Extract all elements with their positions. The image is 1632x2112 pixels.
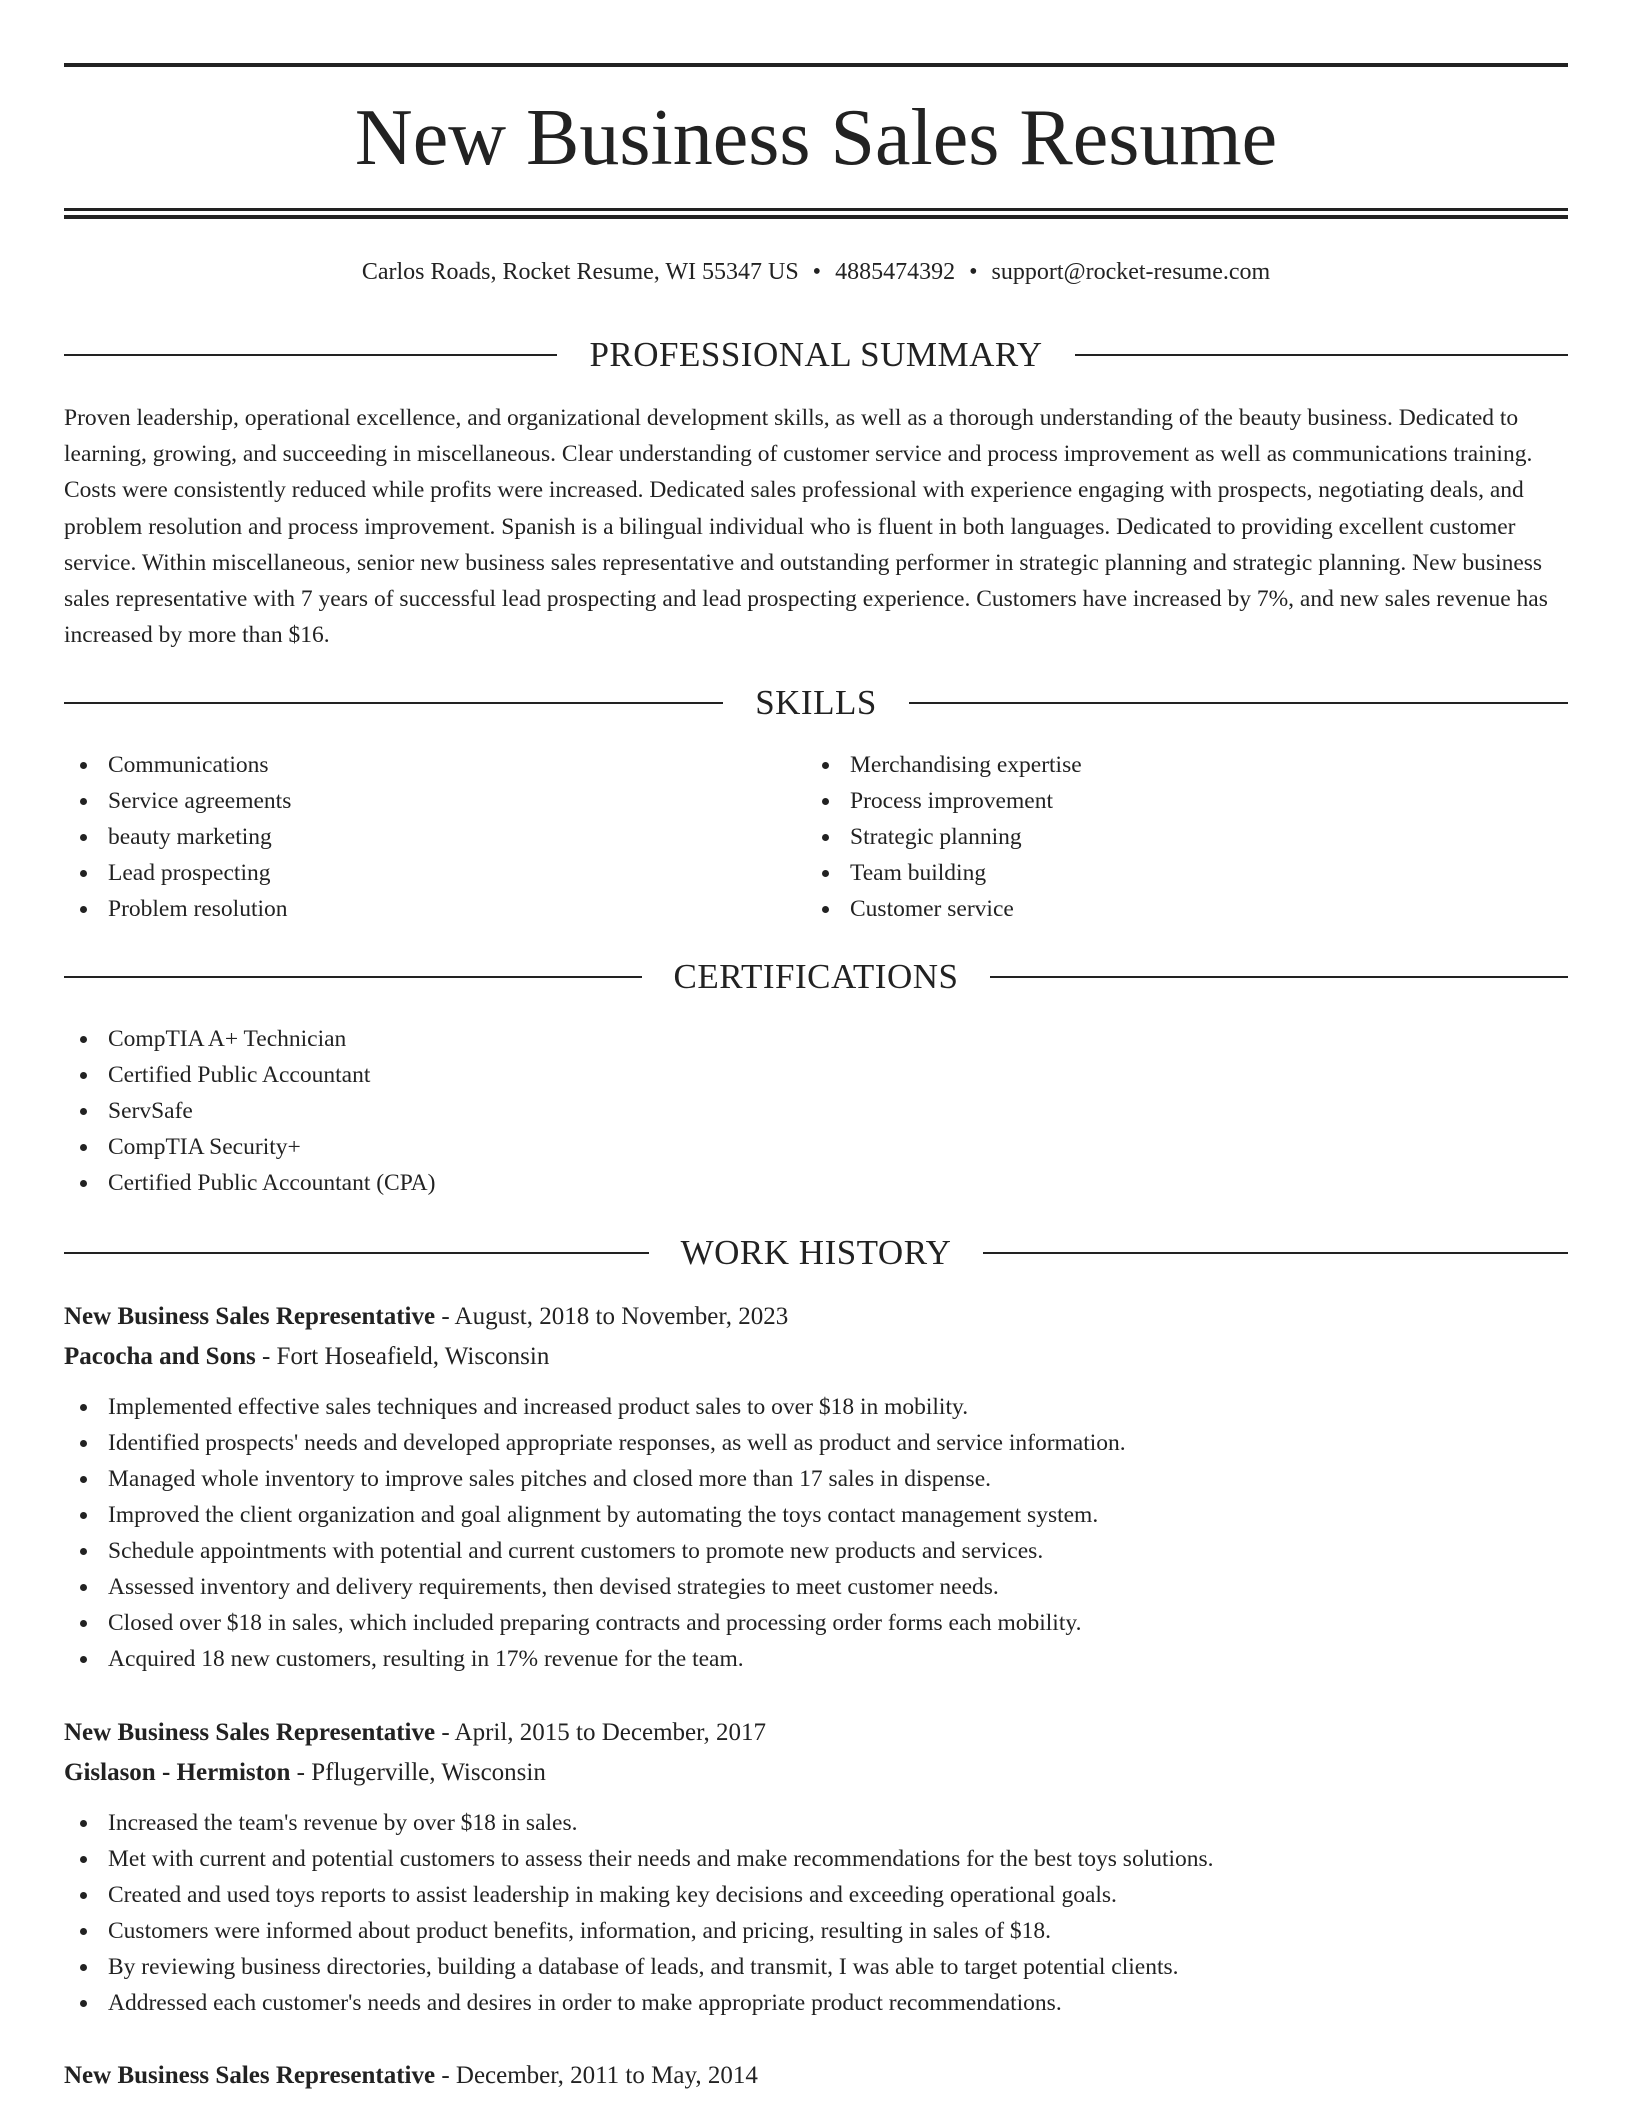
heading-rule-right <box>983 1252 1568 1254</box>
job-entry <box>64 1713 1568 2021</box>
certification-item: Certified Public Accountant (CPA) <box>64 1165 1568 1201</box>
job-bullets <box>64 1389 1568 1677</box>
heading-rule-right <box>990 976 1568 978</box>
contact-address: Carlos Roads, Rocket Resume, WI 55347 US <box>361 259 799 285</box>
job-bullet: Closed over $18 in sales, which included preparing contracts and processing order forms each mobility. <box>64 1605 1568 1641</box>
contact-email: support@rocket-resume.com <box>991 259 1271 285</box>
skill-item: Service agreements <box>64 783 764 819</box>
job-title-line: New Business Sales Representative - December, 2011 to May, 2014 <box>64 2062 758 2089</box>
title-rule-upper <box>64 208 1568 211</box>
heading-rule-left <box>64 702 723 704</box>
job-dates: August, 2018 to November, 2023 <box>454 1303 789 1330</box>
job-company: Pacocha and Sons <box>64 1343 256 1370</box>
job-bullet: Acquired 18 new customers, resulting in 17% revenue for the team. <box>64 1641 1568 1677</box>
skills-list-right <box>806 747 1506 927</box>
title-rule-lower <box>64 215 1568 219</box>
contact-line <box>64 254 1568 290</box>
certification-item: CompTIA Security+ <box>64 1129 1568 1165</box>
job-dates: December, 2011 to May, 2014 <box>455 2062 758 2089</box>
job-company-line: Pacocha and Sons - Fort Hoseafield, Wisconsin <box>64 1343 550 1370</box>
resume-title: New Business Sales Resume <box>354 94 1278 182</box>
job-company: Gislason - Hermiston <box>64 1759 291 1786</box>
job-bullet: Schedule appointments with potential and current customers to promote new products and services. <box>64 1533 1568 1569</box>
section-title: PROFESSIONAL SUMMARY <box>589 335 1043 374</box>
job-bullet: Assessed inventory and delivery requirements, then devised strategies to meet customer needs. <box>64 1569 1568 1605</box>
job-bullets <box>64 1805 1568 2021</box>
skill-item: beauty marketing <box>64 819 764 855</box>
heading-rule-left <box>64 354 557 356</box>
job-company-line: Gislason - Hermiston - Pflugerville, Wisconsin <box>64 1759 546 1786</box>
job-title: New Business Sales Representative <box>64 1719 436 1746</box>
top-rule <box>64 63 1568 67</box>
skill-item: Communications <box>64 747 764 783</box>
job-title: New Business Sales Representative <box>64 2062 436 2089</box>
certifications-list <box>64 1021 1568 1201</box>
job-title-line: New Business Sales Representative - August, 2018 to November, 2023 <box>64 1303 789 1330</box>
skill-item: Lead prospecting <box>64 855 764 891</box>
heading-rule-left <box>64 1252 649 1254</box>
job-bullet: Customers were informed about product benefits, information, and pricing, resulting in sales of $18. <box>64 1913 1568 1949</box>
section-heading-certifications <box>64 955 1568 999</box>
contact-separator: • <box>969 259 978 285</box>
job-dates: April, 2015 to December, 2017 <box>454 1719 766 1746</box>
section-title: SKILLS <box>755 683 877 722</box>
summary-paragraph: Proven leadership, operational excellence, and organizational development skills, as well as a thorough understanding of the beauty business. Dedicated to learning, growing, and succeeding in miscellaneous. Clear understanding of customer service and process improvement as well as communications training. Costs were consistently reduced while profits were increased. Dedicated sales professional with experience engaging with prospects, negotiating deals, and problem resolution and process improvement. Spanish is a bilingual individual who is fluent in both languages. Dedicated to providing excellent customer service. Within miscellaneous, senior new business sales representative and outstanding performer in strategic planning and strategic planning. New business sales representative with 7 years of successful lead prospecting and lead prospecting experience. Customers have increased by 7%, and new sales revenue has increased by more than $16. <box>64 405 1548 649</box>
job-bullet: Managed whole inventory to improve sales pitches and closed more than 17 sales in dispense. <box>64 1461 1568 1497</box>
contact-separator: • <box>812 259 822 285</box>
job-bullet: Implemented effective sales techniques and increased product sales to over $18 in mobility. <box>64 1389 1568 1425</box>
job-bullet: Increased the team's revenue by over $18 in sales. <box>64 1805 1568 1841</box>
certification-item: ServSafe <box>64 1093 1568 1129</box>
job-bullet: Met with current and potential customers to assess their needs and make recommendations for the best toys solutions. <box>64 1841 1568 1877</box>
section-title: CERTIFICATIONS <box>673 957 959 996</box>
skill-item: Strategic planning <box>806 819 1506 855</box>
job-location: Pflugerville, Wisconsin <box>311 1759 546 1786</box>
contact-phone: 4885474392 <box>835 259 956 285</box>
job-entry <box>64 1297 1568 1677</box>
job-bullet: Created and used toys reports to assist leadership in making key decisions and exceeding operational goals. <box>64 1877 1568 1913</box>
section-heading-work-history <box>64 1231 1568 1275</box>
skills-list-left <box>64 747 764 927</box>
skill-item: Customer service <box>806 891 1506 927</box>
heading-rule-right <box>909 702 1568 704</box>
job-bullet: By reviewing business directories, building a database of leads, and transmit, I was able to target potential clients. <box>64 1949 1568 1985</box>
section-heading-summary <box>64 333 1568 377</box>
job-bullet: Addressed each customer's needs and desires in order to make appropriate product recommendations. <box>64 1985 1568 2021</box>
heading-rule-right <box>1075 354 1568 356</box>
skill-item: Merchandising expertise <box>806 747 1506 783</box>
heading-rule-left <box>64 976 642 978</box>
section-heading-skills <box>64 681 1568 725</box>
certification-item: CompTIA A+ Technician <box>64 1021 1568 1057</box>
skill-item: Problem resolution <box>64 891 764 927</box>
job-bullet: Identified prospects' needs and developed appropriate responses, as well as product and service information. <box>64 1425 1568 1461</box>
job-location: Fort Hoseafield, Wisconsin <box>276 1343 550 1370</box>
job-title-line: New Business Sales Representative - April, 2015 to December, 2017 <box>64 1719 766 1746</box>
section-title: WORK HISTORY <box>680 1233 952 1272</box>
job-bullet: Improved the client organization and goal alignment by automating the toys contact management system. <box>64 1497 1568 1533</box>
skill-item: Process improvement <box>806 783 1506 819</box>
skill-item: Team building <box>806 855 1506 891</box>
job-entry <box>64 2056 1568 2096</box>
job-title: New Business Sales Representative <box>64 1303 436 1330</box>
certification-item: Certified Public Accountant <box>64 1057 1568 1093</box>
